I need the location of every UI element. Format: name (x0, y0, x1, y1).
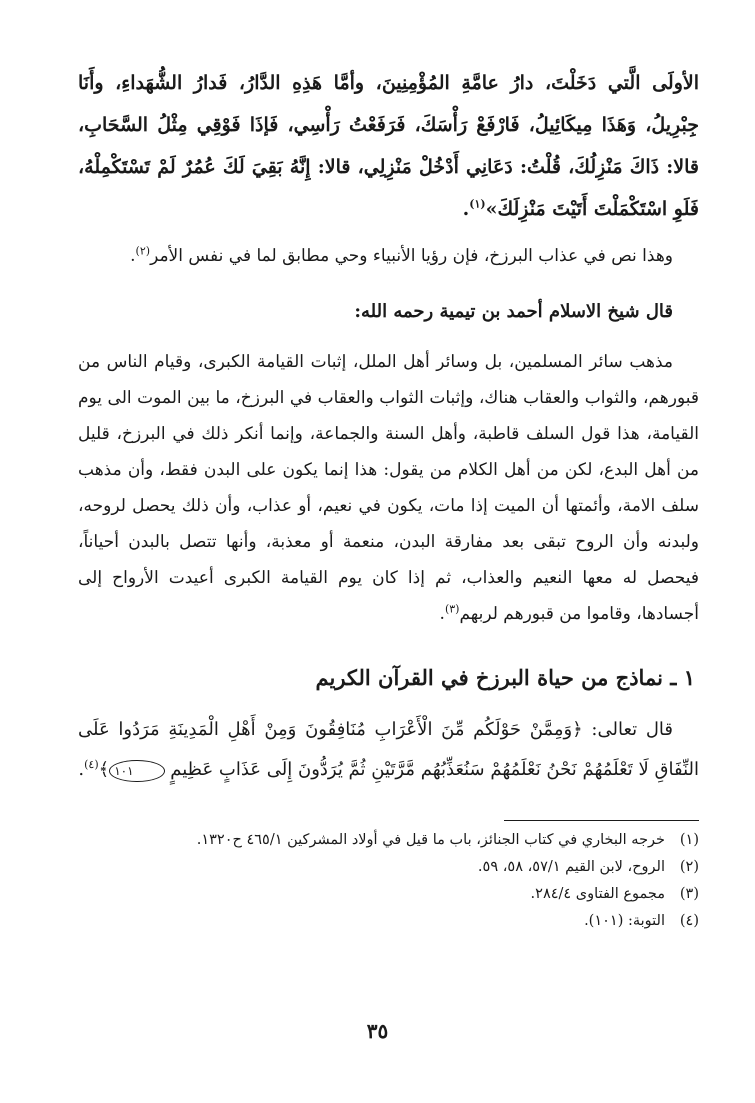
footnote-number: (١) (679, 832, 699, 848)
footnote-text: خرجه البخاري في كتاب الجنائز، باب ما قيل في أولاد المشركين ٤٦٥/١ ح١٣٢٠. (196, 832, 665, 848)
page-number: ٣٥ (366, 1019, 389, 1043)
footnotes-list (78, 827, 699, 935)
verse-number-badge: ١٠١ (109, 760, 164, 782)
footnote-number: (٣) (679, 886, 699, 902)
footnote-item (78, 908, 699, 935)
section-title: ١ ـ نماذج من حياة البرزخ في القرآن الكريم (315, 665, 695, 690)
footnote-ref-2[interactable]: (٢) (135, 244, 151, 258)
hadith-text: الأولَى الَّتي دَخَلْتَ، دارُ عامَّةِ المُؤْمِنِينَ، وأمَّا هَذِهِ الدَّارُ، فَدارُ الشُّهَداءِ، وأَنَا جِبْرِيلُ، وَهَذَا مِيكَائِيلُ، فَارْفَعْ رَأْسَكَ، فَرَفَعْتُ رَأْسِي، فَإذَا فَوْقِي مِثْلُ السَّحَابِ، قالا: ذَاكَ مَنْزِلُكَ، قُلْتُ: دَعَانِي أَدْخُلْ مَنْزِلِي، قالا: إِنَّهُ بَقِيَ لَكَ عُمُرٌ لَمْ تَسْتَكْمِلْهُ، فَلَوِ اسْتَكْمَلْتَ أَتَيْتَ مَنْزِلَكَ»$^{(١)}$. (78, 72, 699, 220)
footnote-text: الروح، لابن القيم ٥٧/١، ٥٨، ٥٩. (477, 859, 665, 875)
footnote-number: (٢) (679, 859, 699, 875)
footnote-item (78, 854, 699, 881)
footnote-divider (504, 820, 699, 821)
paragraph-barzakh-note: وهذا نص في عذاب البرزخ، فإن رؤيا الأنبياء وحي مطابق لما في نفس الأمر$^{(٢)}$. (130, 244, 673, 266)
footnote-ref-3[interactable]: (٣) (444, 602, 460, 616)
footnote-number: (٤) (679, 913, 699, 929)
verse-text: ﴿وَمِمَّنْ حَوْلَكُم مِّنَ الْأَعْرَابِ مُنَافِقُونَ وَمِنْ أَهْلِ الْمَدِينَةِ مَرَدُوا عَلَى النِّفَاقِ لَا تَعْلَمُهُمْ نَحْنُ نَعْلَمُهُمْ سَنُعَذِّبُهُم مَّرَّتَيْنِ ثُمَّ يُرَدُّونَ إِلَى عَذَابٍ عَظِيمٍ (78, 719, 699, 780)
footnote-ref-1[interactable]: (١) (469, 197, 486, 211)
ibn-taymiyyah-heading: قال شيخ الاسلام أحمد بن تيمية رحمه الله: (354, 301, 673, 322)
footnote-item (78, 827, 699, 854)
paragraph-ibn-taymiyyah: مذهب سائر المسلمين، بل وسائر أهل الملل، إثبات القيامة الكبرى، وقيام الناس من قبورهم، والثواب والعقاب هناك، وإثبات الثواب والعقاب في البرزخ، ما بين الموت الى يوم القيامة، هذا قول السلف قاطبة، وأهل السنة والجماعة، وإنما أنكر ذلك في البرزخ، قليل من أهل البدع، لكن من أهل الكلام من يقول: هذا إنما يكون على البدن فقط، وأن مذهب سلف الامة، وأئمتها أن الميت إذا مات، يكون في نعيم، أو عذاب، وأن ذلك يحصل لروحه، ولبدنه وأن الروح تبقى بعد مفارقة البدن، منعمة أو معذبة، وأنها تتصل بالبدن أحياناً، فيحصل له معها النعيم والعذاب، ثم إذا كان يوم القيامة الكبرى أعيدت الأرواح إلى أجسادها، وقاموا من قبورهم لربهم$^{(٣)}$. (78, 352, 699, 624)
quran-verse: قال تعالى: ﴿وَمِمَّنْ حَوْلَكُم مِّنَ الْأَعْرَابِ مُنَافِقُونَ وَمِنْ أَهْلِ الْمَدِينَةِ مَرَدُوا عَلَى النِّفَاقِ لَا تَعْلَمُهُمْ نَحْنُ نَعْلَمُهُمْ سَنُعَذِّبُهُم مَّرَّتَيْنِ ثُمَّ يُرَدُّونَ إِلَى عَذَابٍ عَظِيمٍ ١٠١﴾$^{(٤)}$. (78, 719, 699, 780)
page-content (78, 62, 699, 1083)
footnote-text: مجموع الفتاوى ٢٨٤/٤. (530, 886, 665, 902)
footnote-ref-4[interactable]: (٤) (84, 758, 99, 771)
footnote-item (78, 881, 699, 908)
footnote-text: التوبة: (١٠١). (584, 913, 665, 929)
